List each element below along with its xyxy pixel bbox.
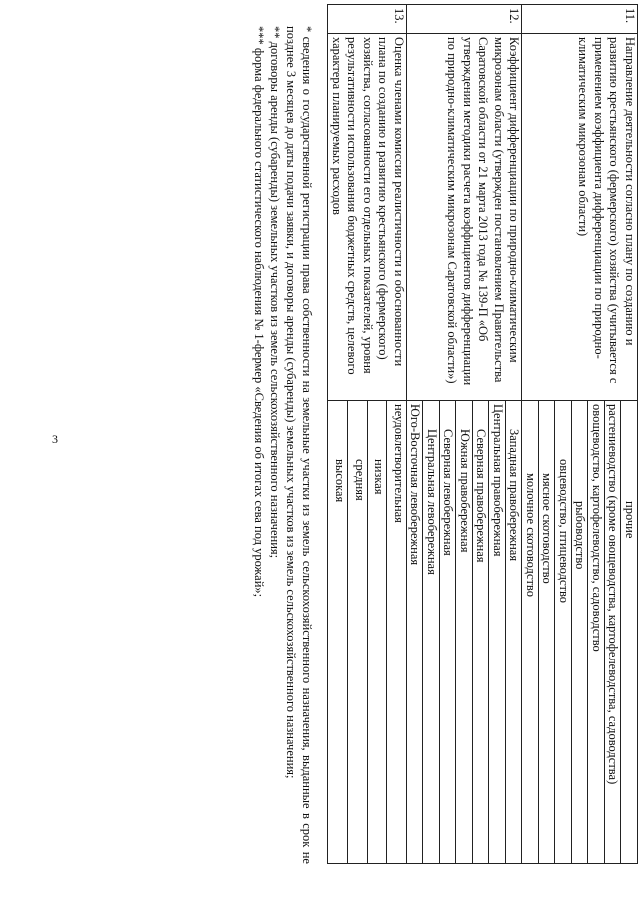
- criterion-option: низкая: [367, 401, 387, 864]
- row-description: Коэффициент дифференциации по природно-климатическим микрозонам области (утвержден постановлением Правительства Саратовской области от 21 марта 2013 года № 139-П «Об утверждении методики расчета коэффициентов дифференциации по природно-климатическим микрозонам Саратовской области»): [407, 34, 523, 401]
- criterion-option: Западная правобережная: [506, 401, 523, 864]
- row-description: Направление деятельности согласно плану по созданию и развитию крестьянского (фермерского) хозяйства (учитывается с применением коэффициента дифференциации по природно-климатическим микрозонам области): [522, 34, 638, 401]
- criterion-option: средняя: [348, 401, 368, 864]
- table-row: [506, 5, 523, 864]
- page-number: 3: [52, 432, 58, 446]
- rotated-page-content: [93, 4, 638, 864]
- criterion-option: высокая: [328, 401, 348, 864]
- row-number: 11.: [522, 5, 638, 34]
- footnote-2: ** договоры аренды (субаренды) земельных участков из земель сельскохозяйственного назначения;: [268, 26, 283, 559]
- footnotes: [252, 4, 316, 864]
- footnote-3: *** форма федерального статистического наблюдения № 1-фермер «Сведения об итогах сева под урожай»;: [252, 26, 267, 598]
- criterion-option: прочие: [621, 401, 638, 864]
- criterion-option: рыбоводство: [572, 401, 589, 864]
- footnote-1: * сведения о государственной регистрации права собственности на земельные участки из земель сельскохозяйственного назначения, выданные в срок не позднее 3 месяцев до даты подачи заявки, и договоры аренды (субаренды) земельных участков из земель сельскохозяйственного назначения;: [284, 26, 315, 864]
- criterion-option: растениеводство (кроме овощеводства, картофелеводства, садоводства): [605, 401, 622, 864]
- criterion-option: Северная правобережная: [473, 401, 490, 864]
- row-number: 12.: [407, 5, 523, 34]
- table-row: [621, 5, 638, 864]
- criterion-option: молочное скотоводство: [522, 401, 539, 864]
- criterion-option: Центральная правобережная: [489, 401, 506, 864]
- criterion-option: мясное скотоводство: [539, 401, 556, 864]
- row-description: Оценка членами комиссии реалистичности и обоснованности плана по созданию и развитию крестьянского (фермерского) хозяйства, согласованности его отдельных показателей, уровня результативности использования бюджетных средств, целевого характера планируемых расходов: [328, 34, 407, 401]
- criterion-option: неудовлетворительная: [387, 401, 407, 864]
- criterion-option: Центральная левобережная: [423, 401, 440, 864]
- criterion-option: овцеводство, птицеводство: [555, 401, 572, 864]
- row-number: 13.: [328, 5, 407, 34]
- table-row: [387, 5, 407, 864]
- criteria-table: [328, 4, 639, 864]
- criterion-option: Юго-Восточная левобережная: [407, 401, 424, 864]
- criterion-option: Северная левобережная: [440, 401, 457, 864]
- criterion-option: овощеводство, картофелеводство, садоводство: [588, 401, 605, 864]
- criterion-option: Южная правобережная: [456, 401, 473, 864]
